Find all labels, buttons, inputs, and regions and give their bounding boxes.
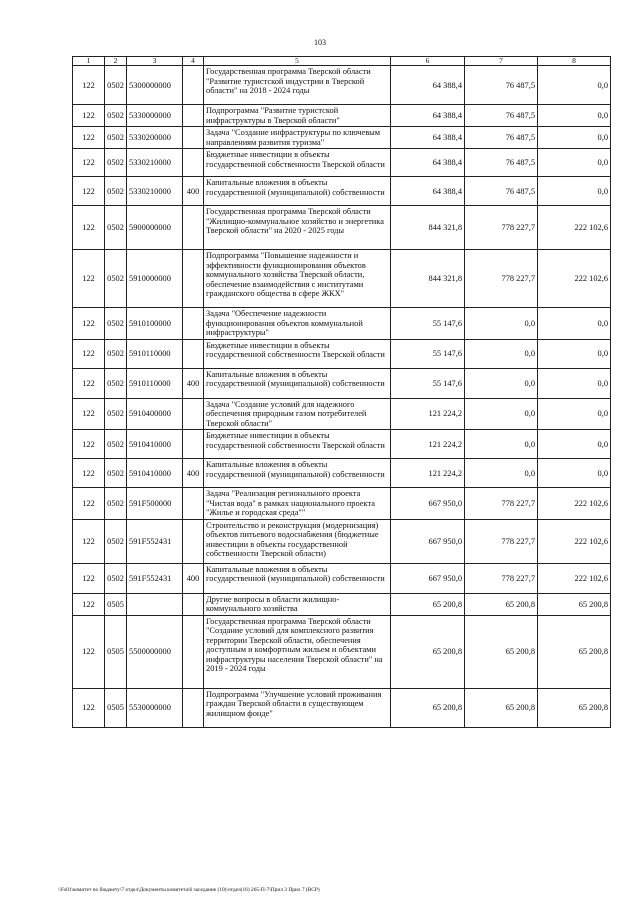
- amount-col8: 0,0: [538, 66, 611, 105]
- expense-type-code: [183, 149, 204, 177]
- amount-col6: 65 200,8: [391, 615, 465, 688]
- target-article-code: 5330000000: [127, 105, 183, 127]
- amount-col6: 55 147,6: [391, 339, 465, 368]
- table-row: [73, 206, 611, 250]
- section-code: 0502: [105, 206, 127, 250]
- amount-col8: 0,0: [538, 430, 611, 459]
- amount-col8: 0,0: [538, 368, 611, 398]
- table-row: [73, 430, 611, 459]
- ministry-code: 122: [73, 563, 105, 593]
- table-row: [73, 368, 611, 398]
- section-code: 0502: [105, 368, 127, 398]
- item-name: Подпрограмма "Повышение надежности и эффективности функционирования объектов коммунального хозяйства Тверской области, обеспечение взаимодействия с институтами гражданского общества в сфере ЖКХ": [204, 250, 391, 308]
- target-article-code: 5910400000: [127, 398, 183, 429]
- amount-col8: 0,0: [538, 459, 611, 488]
- ministry-code: 122: [73, 127, 105, 149]
- expense-type-code: [183, 339, 204, 368]
- ministry-code: 122: [73, 519, 105, 563]
- file-path-footer: \\Fs01\комитет по бюджету\7 отдел\Документы комитета\6 заседание (10)\отдел(16) 265-П-7\Прил 3 Прил 7 (ВСР): [58, 887, 320, 893]
- amount-col7: 778 227,7: [465, 206, 538, 250]
- target-article-code: 5910410000: [127, 459, 183, 488]
- expense-type-code: 400: [183, 563, 204, 593]
- column-number: 5: [204, 57, 391, 66]
- section-code: 0502: [105, 149, 127, 177]
- section-code: 0502: [105, 430, 127, 459]
- item-name: Капитальные вложения в объекты государственной (муниципальной) собственности: [204, 177, 391, 206]
- table-row: [73, 177, 611, 206]
- amount-col7: 0,0: [465, 430, 538, 459]
- column-number: 6: [391, 57, 465, 66]
- amount-col8: 222 102,6: [538, 250, 611, 308]
- expense-type-code: [183, 66, 204, 105]
- item-name: Задача "Создание инфраструктуры по ключевым направлениям развития туризма": [204, 127, 391, 149]
- expense-type-code: [183, 127, 204, 149]
- table-row: [73, 459, 611, 488]
- ministry-code: 122: [73, 398, 105, 429]
- section-code: 0502: [105, 519, 127, 563]
- section-code: 0505: [105, 615, 127, 688]
- target-article-code: [127, 593, 183, 615]
- table-row: [73, 308, 611, 339]
- ministry-code: 122: [73, 206, 105, 250]
- table-row: [73, 563, 611, 593]
- target-article-code: 5910410000: [127, 430, 183, 459]
- expense-type-code: [183, 206, 204, 250]
- table-row: [73, 519, 611, 563]
- amount-col6: 64 388,4: [391, 105, 465, 127]
- amount-col7: 0,0: [465, 459, 538, 488]
- target-article-code: 5330200000: [127, 127, 183, 149]
- item-name: Подпрограмма "Развитие туристской инфраструктуры в Тверской области": [204, 105, 391, 127]
- column-number: 1: [73, 57, 105, 66]
- amount-col8: 0,0: [538, 177, 611, 206]
- expense-type-code: 400: [183, 177, 204, 206]
- section-code: 0502: [105, 105, 127, 127]
- ministry-code: 122: [73, 149, 105, 177]
- ministry-code: 122: [73, 308, 105, 339]
- item-name: Государственная программа Тверской области "Создание условий для комплексного развития территории Тверской области, обеспечения доступным и комфортным жильем и объектами инфраструктуры населения Тверской области" на 2019 - 2024 годы: [204, 615, 391, 688]
- amount-col6: 844 321,8: [391, 206, 465, 250]
- ministry-code: 122: [73, 459, 105, 488]
- amount-col6: 64 388,4: [391, 177, 465, 206]
- amount-col6: 65 200,8: [391, 688, 465, 727]
- amount-col8: 65 200,8: [538, 688, 611, 727]
- amount-col8: 0,0: [538, 149, 611, 177]
- target-article-code: 5900000000: [127, 206, 183, 250]
- ministry-code: 122: [73, 593, 105, 615]
- item-name: Другие вопросы в области жилищно-коммунального хозяйства: [204, 593, 391, 615]
- section-code: 0502: [105, 398, 127, 429]
- section-code: 0502: [105, 339, 127, 368]
- amount-col7: 76 487,5: [465, 127, 538, 149]
- expense-type-code: [183, 398, 204, 429]
- item-name: Бюджетные инвестиции в объекты государственной собственности Тверской области: [204, 339, 391, 368]
- item-name: Капитальные вложения в объекты государственной (муниципальной) собственности: [204, 563, 391, 593]
- item-name: Строительство и реконструкция (модернизация) объектов питьевого водоснабжения (бюджетные инвестиции в объекты государственной собственности Тверской области): [204, 519, 391, 563]
- amount-col8: 0,0: [538, 308, 611, 339]
- amount-col6: 667 950,0: [391, 488, 465, 519]
- item-name: Подпрограмма "Улучшение условий проживания граждан Тверской области в существующем жилищном фонде": [204, 688, 391, 727]
- expense-type-code: [183, 488, 204, 519]
- expense-type-code: [183, 519, 204, 563]
- amount-col6: 64 388,4: [391, 149, 465, 177]
- amount-col7: 0,0: [465, 308, 538, 339]
- item-name: Задача "Создание условий для надежного обеспечения природным газом потребителей Тверской области": [204, 398, 391, 429]
- amount-col6: 55 147,6: [391, 368, 465, 398]
- amount-col6: 667 950,0: [391, 519, 465, 563]
- ministry-code: 122: [73, 105, 105, 127]
- section-code: 0502: [105, 563, 127, 593]
- ministry-code: 122: [73, 250, 105, 308]
- target-article-code: 5330210000: [127, 177, 183, 206]
- amount-col8: 222 102,6: [538, 519, 611, 563]
- expense-type-code: 400: [183, 459, 204, 488]
- table-row: [73, 615, 611, 688]
- amount-col6: 64 388,4: [391, 66, 465, 105]
- expense-type-code: [183, 308, 204, 339]
- item-name: Бюджетные инвестиции в объекты государственной собственности Тверской области: [204, 430, 391, 459]
- amount-col6: 844 321,8: [391, 250, 465, 308]
- amount-col7: 0,0: [465, 339, 538, 368]
- column-number: 2: [105, 57, 127, 66]
- section-code: 0502: [105, 250, 127, 308]
- table-row: [73, 593, 611, 615]
- section-code: 0505: [105, 688, 127, 727]
- ministry-code: 122: [73, 615, 105, 688]
- target-article-code: 5300000000: [127, 66, 183, 105]
- target-article-code: 5910110000: [127, 339, 183, 368]
- ministry-code: 122: [73, 368, 105, 398]
- table-row: [73, 398, 611, 429]
- column-number: 8: [538, 57, 611, 66]
- item-name: Задача "Обеспечение надежности функционирования объектов коммунальной инфраструктуры": [204, 308, 391, 339]
- amount-col7: 65 200,8: [465, 688, 538, 727]
- item-name: Бюджетные инвестиции в объекты государственной собственности Тверской области: [204, 149, 391, 177]
- section-code: 0505: [105, 593, 127, 615]
- page-number: 103: [314, 38, 326, 47]
- expense-type-code: [183, 250, 204, 308]
- amount-col7: 0,0: [465, 398, 538, 429]
- table-row: [73, 339, 611, 368]
- item-name: Задача "Реализация регионального проекта "Чистая вода" в рамках национального проекта "Жилье и городская среда"": [204, 488, 391, 519]
- amount-col8: 65 200,8: [538, 593, 611, 615]
- table-row: [73, 127, 611, 149]
- expense-type-code: [183, 688, 204, 727]
- amount-col8: 0,0: [538, 105, 611, 127]
- amount-col8: 222 102,6: [538, 488, 611, 519]
- expense-type-code: [183, 430, 204, 459]
- table-row: [73, 66, 611, 105]
- target-article-code: 591F552431: [127, 563, 183, 593]
- amount-col6: 121 224,2: [391, 398, 465, 429]
- expense-type-code: 400: [183, 368, 204, 398]
- item-name: Государственная программа Тверской области "Развитие туристской индустрии в Тверской области" на 2018 - 2024 годы: [204, 66, 391, 105]
- section-code: 0502: [105, 177, 127, 206]
- target-article-code: 591F552431: [127, 519, 183, 563]
- expense-type-code: [183, 615, 204, 688]
- ministry-code: 122: [73, 488, 105, 519]
- table-row: [73, 250, 611, 308]
- column-number: 3: [127, 57, 183, 66]
- target-article-code: 5910100000: [127, 308, 183, 339]
- item-name: Капитальные вложения в объекты государственной (муниципальной) собственности: [204, 368, 391, 398]
- target-article-code: 591F500000: [127, 488, 183, 519]
- amount-col8: 0,0: [538, 398, 611, 429]
- target-article-code: 5500000000: [127, 615, 183, 688]
- table-row: [73, 488, 611, 519]
- amount-col6: 121 224,2: [391, 430, 465, 459]
- expense-type-code: [183, 593, 204, 615]
- target-article-code: 5530000000: [127, 688, 183, 727]
- amount-col7: 76 487,5: [465, 177, 538, 206]
- target-article-code: 5910000000: [127, 250, 183, 308]
- amount-col8: 222 102,6: [538, 206, 611, 250]
- amount-col7: 65 200,8: [465, 615, 538, 688]
- item-name: Капитальные вложения в объекты государственной (муниципальной) собственности: [204, 459, 391, 488]
- amount-col8: 0,0: [538, 127, 611, 149]
- budget-table: [72, 56, 611, 728]
- section-code: 0502: [105, 66, 127, 105]
- amount-col7: 778 227,7: [465, 563, 538, 593]
- table-row: [73, 149, 611, 177]
- amount-col7: 778 227,7: [465, 519, 538, 563]
- table-row: [73, 688, 611, 727]
- section-code: 0502: [105, 459, 127, 488]
- column-number: 7: [465, 57, 538, 66]
- ministry-code: 122: [73, 688, 105, 727]
- target-article-code: 5330210000: [127, 149, 183, 177]
- amount-col7: 76 487,5: [465, 149, 538, 177]
- ministry-code: 122: [73, 430, 105, 459]
- amount-col6: 55 147,6: [391, 308, 465, 339]
- amount-col7: 76 487,5: [465, 66, 538, 105]
- amount-col8: 222 102,6: [538, 563, 611, 593]
- section-code: 0502: [105, 488, 127, 519]
- amount-col6: 121 224,2: [391, 459, 465, 488]
- ministry-code: 122: [73, 66, 105, 105]
- target-article-code: 5910110000: [127, 368, 183, 398]
- amount-col7: 778 227,7: [465, 488, 538, 519]
- column-number: 4: [183, 57, 204, 66]
- section-code: 0502: [105, 308, 127, 339]
- ministry-code: 122: [73, 339, 105, 368]
- amount-col6: 667 950,0: [391, 563, 465, 593]
- table-body: [73, 57, 611, 728]
- amount-col7: 65 200,8: [465, 593, 538, 615]
- amount-col8: 65 200,8: [538, 615, 611, 688]
- table-row: [73, 105, 611, 127]
- item-name: Государственная программа Тверской области "Жилищно-коммунальное хозяйство и энергетика Тверской области" на 2020 - 2025 годы: [204, 206, 391, 250]
- section-code: 0502: [105, 127, 127, 149]
- amount-col7: 778 227,7: [465, 250, 538, 308]
- expense-type-code: [183, 105, 204, 127]
- column-number-row: [73, 57, 611, 66]
- amount-col7: 76 487,5: [465, 105, 538, 127]
- amount-col7: 0,0: [465, 368, 538, 398]
- amount-col6: 64 388,4: [391, 127, 465, 149]
- ministry-code: 122: [73, 177, 105, 206]
- amount-col8: 0,0: [538, 339, 611, 368]
- amount-col6: 65 200,8: [391, 593, 465, 615]
